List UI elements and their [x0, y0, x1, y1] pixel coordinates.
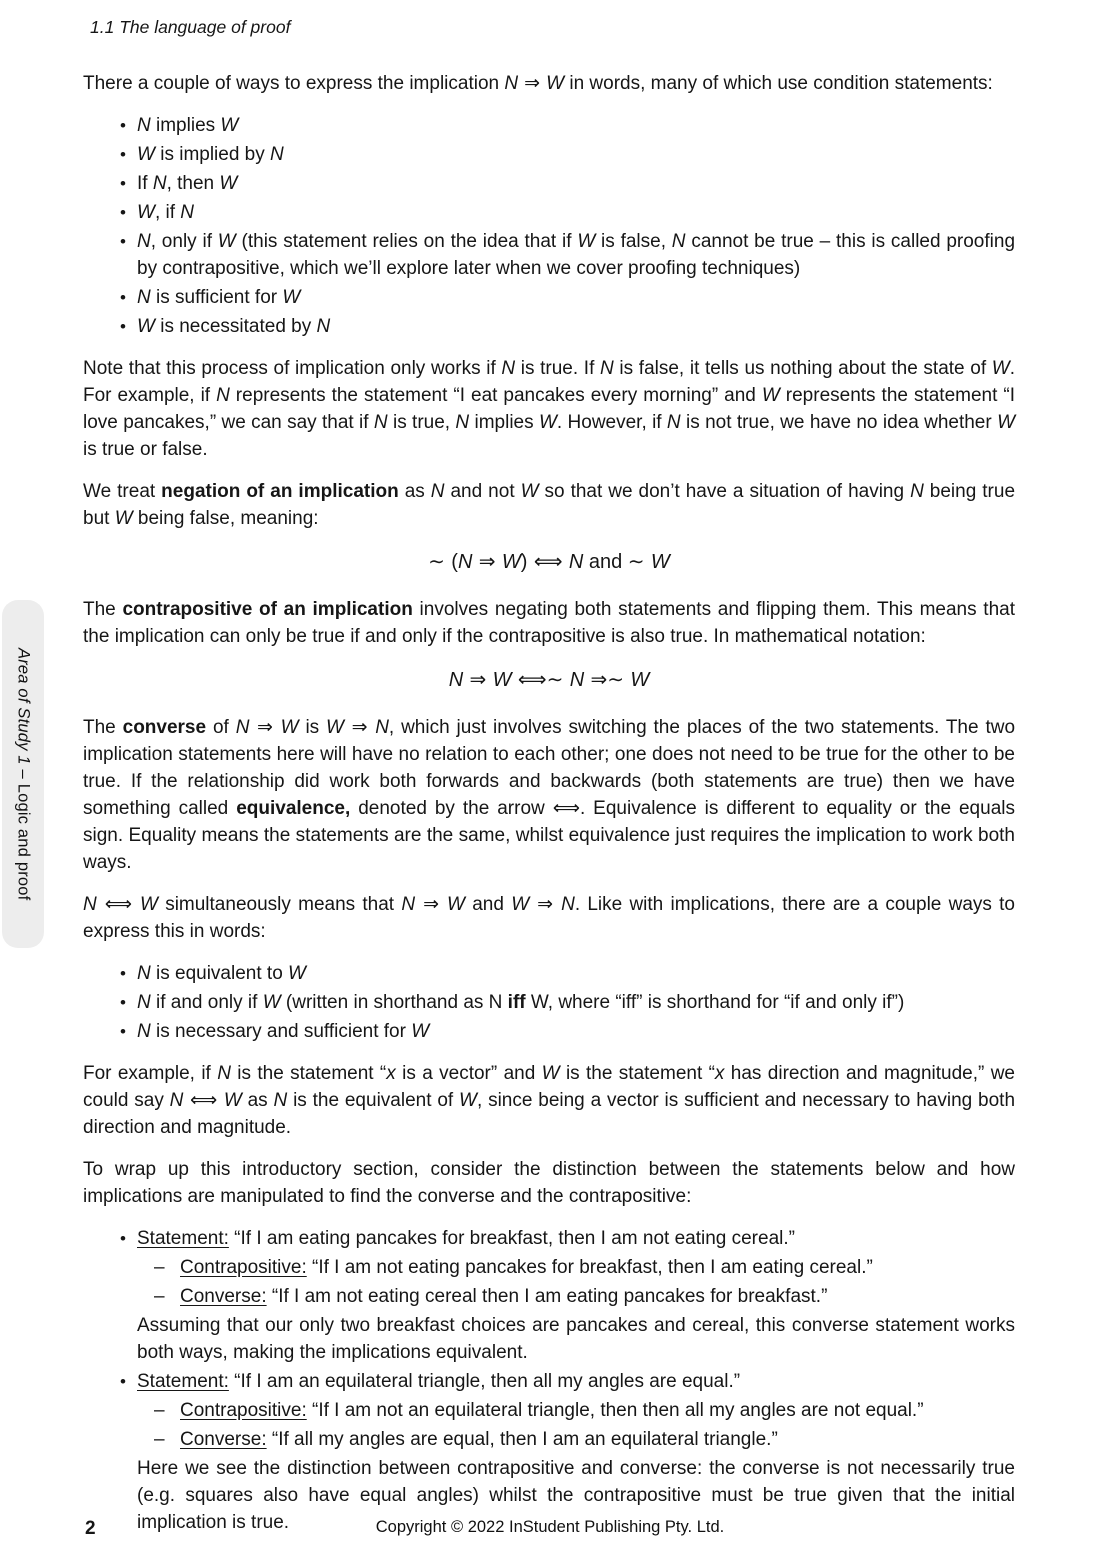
sub-list-item-text — [180, 1283, 1015, 1310]
text-run: is the equivalent of — [287, 1090, 460, 1111]
math-variable: N — [373, 412, 388, 433]
math-variable: W — [650, 551, 670, 573]
list-item-text — [137, 199, 1015, 226]
sub-list-item-text — [180, 1426, 1015, 1453]
text-run: as — [241, 1090, 274, 1111]
text-run: implies — [150, 115, 221, 136]
bold-text: contrapositive of an implication — [122, 599, 413, 620]
text-run: “If I am not eating pancakes for breakfast, then I am eating cereal.” — [306, 1257, 873, 1278]
math-symbol: ⇒ — [249, 716, 281, 738]
paragraph — [83, 478, 1015, 532]
text-run: “If I am not eating cereal then I am eating pancakes for breakfast.” — [266, 1286, 828, 1307]
list-item-text — [137, 1018, 1015, 1045]
text-run: in words, many of which use condition statements: — [564, 73, 993, 94]
bullet-marker: • — [120, 993, 126, 1012]
math-variable: N — [457, 551, 473, 573]
bullet-marker: • — [120, 1022, 126, 1041]
math-variable: x — [386, 1063, 396, 1084]
math-variable: N — [375, 717, 389, 738]
text-run: of — [206, 717, 236, 738]
underlined-label: Statement: — [137, 1371, 229, 1392]
text-run: ) — [520, 551, 528, 573]
text-run: as — [398, 481, 431, 502]
text-run: being true but — [83, 481, 1016, 529]
math-variable: N — [180, 202, 195, 223]
math-symbol: ⇒ — [343, 716, 376, 738]
bullet-marker: • — [120, 288, 126, 307]
math-variable: N — [504, 73, 519, 94]
math-variable: N — [137, 963, 151, 984]
bullet-marker: • — [120, 116, 126, 135]
text-run: If — [137, 173, 153, 194]
math-variable: N — [137, 1021, 151, 1042]
math-symbol: ⇒ — [463, 667, 493, 691]
list-item-text — [137, 170, 1015, 197]
math-variable: W — [140, 894, 158, 915]
text-run: “If all my angles are equal, then I am an equilateral triangle.” — [266, 1429, 778, 1450]
math-variable: W — [501, 551, 521, 573]
text-run: is — [298, 717, 327, 738]
paragraph — [83, 1060, 1015, 1141]
text-run: is not true, we have no idea whether — [680, 412, 998, 433]
math-variable: N — [671, 231, 686, 252]
math-variable: W — [262, 992, 281, 1013]
math-variable: W — [511, 894, 530, 915]
math-variable: W — [217, 231, 236, 252]
list-item-text — [137, 960, 1015, 987]
text-run: ( — [451, 551, 458, 573]
math-variable: N — [270, 144, 284, 165]
text-run: represents the statement “I love pancakes,” we can say that if — [83, 385, 1015, 433]
text-run: . Like with implications, there are a couple ways to express this in words: — [83, 894, 1015, 942]
text-run: and — [583, 551, 628, 573]
text-run: and — [464, 894, 512, 915]
paragraph — [83, 355, 1015, 463]
math-symbol: ∼ — [627, 549, 651, 573]
section-header: 1.1 The language of proof — [90, 17, 291, 37]
text-run: Assuming that our only two breakfast choices are pancakes and cereal, this converse statement works both ways, making the implications equivalent. — [137, 1315, 1015, 1363]
text-run: “If I am eating pancakes for breakfast, then I am not eating cereal.” — [228, 1228, 795, 1249]
dash-marker: – — [154, 1429, 165, 1450]
list-item-text — [137, 313, 1015, 340]
math-variable: N — [430, 481, 445, 502]
text-run: is necessitated by — [154, 316, 317, 337]
underlined-label: Statement: — [137, 1228, 229, 1249]
text-run: is necessary and sufficient for — [150, 1021, 412, 1042]
math-variable: W — [761, 385, 780, 406]
list-item — [83, 989, 1015, 1016]
text-run: , which just involves switching the places of the two statements. The two implication statements here will have no relation to each other; one does not need to be true for the other to be true. If the relationship did work both forwards and backwards (both statements are true) then we have something called — [83, 717, 1016, 819]
math-variable: N — [137, 287, 151, 308]
list-item — [83, 228, 1015, 282]
math-symbol: ⟺ — [552, 797, 580, 819]
math-variable: W — [411, 1021, 430, 1042]
text-run: is true or false. — [83, 439, 208, 460]
math-variable: N — [569, 669, 585, 691]
list-item — [83, 112, 1015, 139]
text-run: . Equivalence is different to equality or the equals sign. Equality means the statements are the same, whilst equivalence just requires the implication to work both ways. — [83, 798, 1015, 873]
dash-marker: – — [154, 1286, 165, 1307]
text-run: is false, — [595, 231, 672, 252]
text-run: , since being a vector is sufficient and necessary to having both direction and magnitude. — [83, 1090, 1016, 1138]
list-continuation — [137, 1312, 1015, 1366]
math-symbol: ∼ — [428, 549, 452, 573]
math-variable: W — [219, 173, 238, 194]
text-run: is the statement “ — [230, 1063, 387, 1084]
math-variable: W — [492, 669, 512, 691]
math-variable: x — [714, 1063, 725, 1084]
math-formula — [83, 665, 1015, 694]
text-run: being false, meaning: — [132, 508, 319, 529]
math-variable: N — [83, 894, 97, 915]
math-formula — [83, 547, 1015, 576]
paragraph — [83, 70, 1015, 97]
text-run: W, where “iff” is shorthand for “if and only if”) — [525, 992, 905, 1013]
page-number: 2 — [85, 1518, 96, 1539]
bullet-marker: • — [120, 1372, 126, 1391]
math-variable: W — [520, 481, 539, 502]
bullet-marker: • — [120, 203, 126, 222]
bullet-marker: • — [120, 174, 126, 193]
text-run: is sufficient for — [150, 287, 283, 308]
math-variable: W — [280, 717, 299, 738]
text-run: There a couple of ways to express the implication — [83, 73, 505, 94]
text-run: cannot be true – this is called proofing by contrapositive, which we’ll explore later when we cover proofing techniques) — [137, 231, 1016, 279]
text-run: We treat — [83, 481, 162, 502]
sidebar-label — [14, 648, 33, 900]
sidebar-label-topic: – Logic and proof — [14, 769, 33, 901]
math-symbol: ⇒ — [518, 72, 547, 94]
math-symbol: ⇒ — [529, 893, 562, 915]
list-item — [83, 313, 1015, 340]
list-item — [83, 1368, 1015, 1395]
list-item — [83, 960, 1015, 987]
math-variable: W — [991, 358, 1010, 379]
math-symbol: ⟺∼ — [511, 667, 570, 691]
math-variable: N — [448, 669, 464, 691]
bullet-list — [83, 960, 1015, 1045]
sub-list-item — [83, 1283, 1015, 1310]
sub-list-item — [83, 1397, 1015, 1424]
text-run: so that we don’t have a situation of having — [538, 481, 911, 502]
bullet-marker: • — [120, 232, 126, 251]
math-variable: W — [137, 202, 155, 223]
text-run: (this statement relies on the idea that if — [235, 231, 578, 252]
paragraph — [83, 596, 1015, 650]
list-item-text — [137, 141, 1015, 168]
underlined-label: Contrapositive: — [180, 1400, 307, 1421]
list-item-text — [137, 989, 1015, 1016]
math-variable: N — [316, 316, 331, 337]
text-run: The — [83, 717, 123, 738]
bullet-list — [83, 112, 1015, 340]
math-variable: N — [235, 717, 250, 738]
math-variable: W — [282, 287, 301, 308]
list-item — [83, 170, 1015, 197]
text-run: involves negating both statements and flipping them. This means that the implication can only be true if and only if the contrapositive is also true. In mathematical notation: — [83, 599, 1015, 647]
bullet-marker: • — [120, 964, 126, 983]
text-run: denoted by the arrow — [350, 798, 553, 819]
copyright-notice: Copyright © 2022 InStudent Publishing Pty. Ltd. — [375, 1518, 725, 1536]
list-item — [83, 284, 1015, 311]
math-variable: N — [137, 231, 151, 252]
page-footer — [0, 1518, 1100, 1544]
math-variable: N — [273, 1090, 288, 1111]
math-symbol: ⟺ — [183, 1089, 224, 1111]
math-symbol: ⇒ — [472, 549, 502, 573]
text-run: and not — [444, 481, 521, 502]
text-run: implies — [469, 412, 539, 433]
math-variable: N — [216, 385, 230, 406]
math-variable: W — [997, 412, 1015, 433]
text-run: . However, if — [556, 412, 667, 433]
list-item-text — [137, 1368, 1015, 1395]
math-variable: W — [326, 717, 344, 738]
list-item-text — [137, 284, 1015, 311]
underlined-label: Converse: — [180, 1286, 267, 1307]
text-run: , then — [166, 173, 220, 194]
text-run: is false, it tells us nothing about the state of — [613, 358, 992, 379]
text-run: represents the statement “I eat pancakes every morning” and — [229, 385, 762, 406]
list-item — [83, 141, 1015, 168]
sub-list-item — [83, 1426, 1015, 1453]
bold-text: negation of an implication — [161, 481, 399, 502]
bold-text: equivalence, — [236, 798, 351, 819]
list-item — [83, 199, 1015, 226]
math-variable: W — [577, 231, 596, 252]
text-run: For example, if — [83, 1063, 218, 1084]
text-run: is implied by — [154, 144, 271, 165]
text-run: is true, — [387, 412, 456, 433]
math-variable: N — [568, 551, 584, 573]
text-run: “If I am not an equilateral triangle, then then all my angles are not equal.” — [306, 1400, 924, 1421]
math-variable: N — [910, 481, 924, 502]
math-variable: W — [220, 115, 239, 136]
text-run: is equivalent to — [150, 963, 289, 984]
math-variable: N — [137, 992, 151, 1013]
text-run: Here we see the distinction between contrapositive and converse: the converse is not necessarily true (e.g. squares also have equal angles) whilst the contrapositive must be true given that the initial implication is true. — [137, 1458, 1015, 1533]
math-variable: W — [114, 508, 133, 529]
dash-marker: – — [154, 1400, 165, 1421]
paragraph — [83, 891, 1015, 945]
sub-list-item-text — [180, 1397, 1015, 1424]
math-variable: W — [538, 412, 557, 433]
math-variable: N — [169, 1090, 184, 1111]
list-item — [83, 1018, 1015, 1045]
paragraph — [83, 1156, 1015, 1210]
math-variable: W — [137, 316, 155, 337]
text-run: , if — [154, 202, 181, 223]
list-item-text — [137, 112, 1015, 139]
bold-text: converse — [122, 717, 207, 738]
underlined-label: Converse: — [180, 1429, 267, 1450]
math-variable: N — [600, 358, 614, 379]
math-symbol: ⟺ — [96, 893, 140, 915]
bullet-marker: • — [120, 317, 126, 336]
math-variable: N — [501, 358, 516, 379]
math-variable: W — [459, 1090, 477, 1111]
math-variable: N — [455, 412, 470, 433]
list-item-text — [137, 228, 1015, 282]
sub-list-item — [83, 1254, 1015, 1281]
sidebar-tab — [2, 600, 44, 948]
sidebar-label-area: Area of Study 1 — [14, 647, 33, 770]
underlined-label: Contrapositive: — [180, 1257, 307, 1278]
text-run: is true. If — [515, 358, 601, 379]
math-variable: N — [217, 1063, 231, 1084]
math-variable: N — [401, 894, 416, 915]
math-variable: W — [630, 669, 650, 691]
bullet-list — [83, 1225, 1015, 1536]
text-run: , only if — [150, 231, 218, 252]
math-variable: W — [137, 144, 155, 165]
text-run: The — [83, 599, 123, 620]
math-symbol: ⇒ — [415, 893, 448, 915]
text-run: simultaneously means that — [157, 894, 402, 915]
text-run: if and only if — [150, 992, 263, 1013]
bold-text: iff — [507, 992, 526, 1013]
math-symbol: ⟺ — [527, 549, 569, 573]
math-variable: N — [152, 173, 167, 194]
text-run: is the statement “ — [559, 1063, 715, 1084]
sub-list-item-text — [180, 1254, 1015, 1281]
math-variable: N — [137, 115, 151, 136]
text-run: is a vector” and — [395, 1063, 542, 1084]
bullet-marker: • — [120, 1229, 126, 1248]
text-run: has direction and magnitude,” we could say — [83, 1063, 1016, 1111]
paragraph — [83, 714, 1015, 876]
bullet-marker: • — [120, 145, 126, 164]
list-item-text — [137, 1225, 1015, 1252]
text-run: (written in shorthand as N — [280, 992, 508, 1013]
text-run: Note that this process of implication only works if — [83, 358, 502, 379]
text-run: . For example, if — [83, 358, 1015, 406]
list-item — [83, 1225, 1015, 1252]
math-variable: W — [288, 963, 306, 984]
math-variable: W — [546, 73, 565, 94]
math-variable: N — [561, 894, 575, 915]
dash-marker: – — [154, 1257, 165, 1278]
math-variable: N — [666, 412, 681, 433]
math-symbol: ⇒∼ — [584, 667, 631, 691]
text-run: To wrap up this introductory section, consider the distinction between the statements below and how implications are manipulated to find the converse and the contrapositive: — [83, 1159, 1015, 1207]
text-run: “If I am an equilateral triangle, then all my angles are equal.” — [228, 1371, 741, 1392]
math-variable: W — [447, 894, 465, 915]
math-variable: W — [541, 1063, 560, 1084]
math-variable: W — [223, 1090, 242, 1111]
page-content — [83, 70, 1015, 1551]
